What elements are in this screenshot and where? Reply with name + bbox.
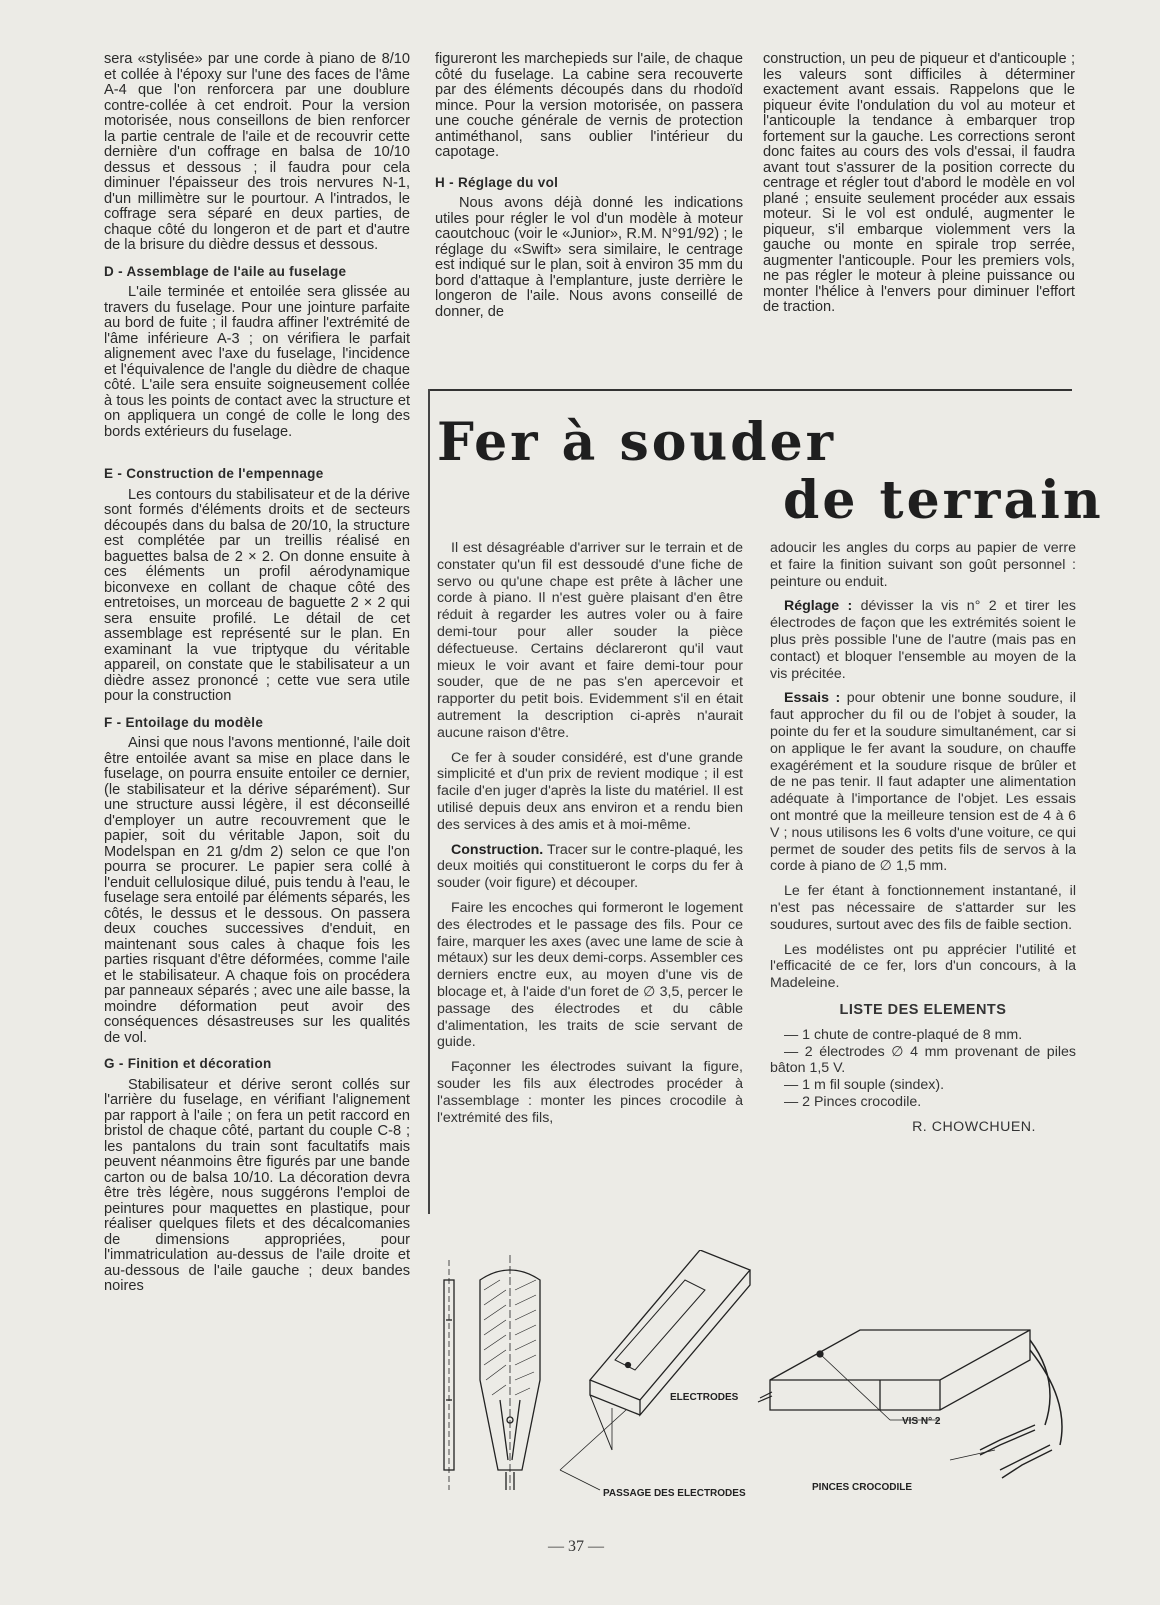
column-2 <box>435 52 743 320</box>
column-3 <box>763 52 1075 316</box>
section-heading-g: G - Finition et décoration <box>104 1056 272 1071</box>
paragraph <box>437 842 743 892</box>
paragraph: Faire les encoches qui formeront le logement des électrodes et le passage des fils. Pour ce faire, marquer les axes (avec une lame de scie à métaux) sur les deux demi-corps. Assembler ces derniers enctre eux, au moyen d'une vis de blocage et, à l'aide d'un foret de ∅ 3,5, percer le passage des électrodes et du câble d'alimentation, les traits de scie servant de guide. <box>437 899 743 1051</box>
section-heading-h: H - Réglage du vol <box>435 174 559 190</box>
paragraph: Ce fer à souder considéré, est d'une grande simplicité et d'un prix de revient modique ; il est facile d'en juger d'après la liste du matériel. Il est utilisé depuis deux ans environ et a rendu bien des services à des amis et à moi-même. <box>437 749 743 833</box>
list-item: — 1 chute de contre-plaqué de 8 mm. <box>784 1026 1023 1043</box>
paragraph: Le fer étant à fonctionnement instantané, il n'est pas nécessaire de s'attarder sur les soudures, surtout avec des fils de faible section. <box>770 883 1076 933</box>
label-passage-electrodes: PASSAGE DES ELECTRODES <box>603 1488 746 1499</box>
list-item: — 2 Pinces crocodile. <box>784 1093 922 1110</box>
paragraph: Stabilisateur et dérive seront collés sur l'arrière du fuselage, en vérifiant l'alignement par rapport à l'aile ; on fera un petit raccord en bristol de chaque côté, partant du couple C-8 ; les pantalons du train sont facultatifs mais peuvent néanmoins être figurés par une bande carton ou de balsa 10/10. La décoration devra être très légère, nous suggérons l'emploi de peintures pour maquettes en plastique, pour réaliser quelques filets et des décalcomanies de dimensions appropriées, pour l'immatriculation au-dessus de l'aile droite et au-dessous de l'aile gauche ; deux bandes noires <box>104 1076 410 1294</box>
reglage-label: Réglage : <box>784 598 853 615</box>
label-electrodes: ELECTRODES <box>670 1392 739 1403</box>
paragraph: adoucir les angles du corps au papier de verre et faire la finition suivant son goût personnel : peinture ou enduit. <box>770 540 1076 590</box>
paragraph: Il est désagréable d'arriver sur le terrain et de constater qu'un fil est dessoudé d'une fiche de servo ou qu'une chape est prête à lâcher une corde à piano. Il n'est guère plaisant d'en être réduit à regarder les autres voler ou à faire demi-tour pour aller souder la pièce défectueuse. Certains déclareront qu'il vaut mieux le voir avant et faire demi-tour pour souder, que de ne pas s'en apercevoir et rapporter du petit bois. Evidemment s'il en était autrement la description ci-après n'aurait aucune raison d'être. <box>437 540 743 741</box>
paragraph-text: dévisser la vis n° 2 et tirer les électrodes de façon que les extrémités soient le plus près possible l'une de l'autre (mais pas en contact) et bloquer l'ensemble au moyen de la vis précitée. <box>770 598 1076 682</box>
article-title-line-2: de terrain <box>783 470 1104 531</box>
horizontal-rule <box>430 389 1072 391</box>
article-column-1 <box>437 540 743 1134</box>
paragraph: Ainsi que nous l'avons mentionné, l'aile doit être entoilée avant sa mise en place dans le fuselage, on pourra ensuite entoiler ce dernier, (le stabilisateur et la dérive séparément). Sur une structure aussi légère, il est déconseillé d'employer un autre recouvrement que le papier, soit du véritable Japon, soit du Modelspan en 21 g/dm 2) selon ce que l'on pourra se procurer. Le papier sera collé à l'enduit cellulosique dilué, puis tendu à l'eau, le fuselage sera entoilé par éléments séparés, les côtés, le dessus et le dessous. On passera deux couches successives d'enduit, en maintenant sous cales à chaque fois les parties risquant d'être déformées, comme l'aile et le stabilisateur. A chaque fois on procédera par panneaux séparés ; avec une aile basse, la moindre déformation peut avoir des conséquences désastreuses sur les qualités de vol. <box>104 735 410 1046</box>
paragraph <box>770 598 1076 682</box>
essais-label: Essais : <box>784 690 841 707</box>
signature: R. CHOWCHUEN. <box>912 1118 1036 1135</box>
paragraph: sera «stylisée» par une corde à piano de 8/10 et collée à l'époxy sur l'une des faces de l'âme A-4 que l'on renforcera par une doublure contre-collée à cet endroit. Pour la version motorisée, nous conseillons de bien renforcer la partie centrale de l'aile et de recouvrir cette dernière d'un coffrage en balsa de 10/10 dessus et dessous ; il faudra pour cela diminuer l'épaisseur des trois nervures N-1, d'un millimètre sur le pourtour. A l'intrados, le coffrage sera séparé en deux parties, de chaque côté du longeron et de part et d'autre de la brisure du dièdre dessus et dessous. <box>104 51 410 253</box>
paragraph <box>770 690 1076 875</box>
list-item: — 2 électrodes ∅ 4 mm provenant de piles bâton 1,5 V. <box>770 1043 1076 1077</box>
liste-title: LISTE DES ELEMENTS <box>839 1001 1007 1018</box>
section-heading-d: D - Assemblage de l'aile au fuselage <box>104 263 347 279</box>
article-title-line-1: Fer à souder <box>437 412 837 473</box>
construction-label: Construction. <box>451 841 544 858</box>
article-column-2 <box>770 540 1076 1136</box>
paragraph-text: pour obtenir une bonne soudure, il faut approcher du fil ou de l'objet à souder, la pointe du fer et la soudure simultanément, car si on applique le fer avant la soudure, on chauffe exagérément et la soudure risque de brûler et de ne pas tenir. Il faut adapter une alimentation adéquate à l'importance de l'objet. Les essais ont montré que la meilleure tension est de 4 à 6 V ; nous utilisons les 6 volts d'une voiture, ce qui permet de souder des petits fils de servos à la corde à piano de ∅ 1,5 mm. <box>770 690 1076 875</box>
liste-elements <box>770 1027 1076 1111</box>
label-vis: VIS N° 2 <box>902 1416 941 1427</box>
column-1 <box>104 52 410 1295</box>
section-heading-f: F - Entoilage du modèle <box>104 714 264 730</box>
label-pinces-crocodile: PINCES CROCODILE <box>812 1482 913 1493</box>
paragraph: Façonner les électrodes suivant la figure, souder les fils aux électrodes procéder à l'assemblage : monter les pinces crocodile à l'extrémité des fils, <box>437 1059 743 1126</box>
paragraph: L'aile terminée et entoilée sera glissée au travers du fuselage. Pour une jointure parfaite au bord de fuite ; il faudra affiner l'extrémité de l'âme inférieure A-3 ; on vérifiera le parfait alignement avec l'axe du fuselage, l'incidence et l'équivalence de l'angle du dièdre de chaque côté. L'aile sera ensuite soigneusement collée à tous les points de contact avec la structure et on appliquera un congé de colle le long des bords extérieurs du fuselage. <box>104 284 410 440</box>
soldering-iron-illustration <box>440 1250 1080 1500</box>
paragraph: construction, un peu de piqueur et d'anticouple ; les valeurs sont difficiles à déterminer exactement avant essais. Rappelons que le piqueur évite l'ondulation du vol au moteur et l'anticouple la tendance à embarquer trop fortement sur la gauche. Les corrections seront donc faites au cours des vols d'essai, il faudra avant tout s'assurer de la position correcte du centrage et régler tout d'abord le modèle en vol plané ; ensuite seulement procéder aux essais moteur. Si le vol est ondulé, augmenter le piqueur, s'il embarque violemment vers la gauche ou monte en spirale trop serrée, augmenter l'anticouple. Pour les premiers vols, ne pas régler le moteur à pleine puissance ou monter l'hélice à l'envers pour diminuer l'effort de traction. <box>763 51 1075 315</box>
page-number: — 37 — <box>548 1538 604 1555</box>
paragraph: Les contours du stabilisateur et de la dérive sont formés d'éléments droits et de secteurs découpés dans du balsa de 20/10, la structure est complétée par un treillis réalisé en baguettes balsa de 2 × 2. On donne ensuite à ces éléments un profil aérodynamique biconvexe en collant de chaque côté des entretoises, un morceau de baguette 2 × 2 qui sera ensuite profilé. Le détail de cet assemblage est représenté sur le plan. En examinant la vue triptyque du véritable appareil, on constate que le stabilisateur a un dièdre assez prononcé ; cette vue sera utile pour la construction <box>104 486 410 704</box>
vertical-rule <box>428 389 430 1214</box>
paragraph-text: Tracer sur le contre-plaqué, les deux moitiés qui constitueront le corps du fer à souder (voir figure) et découper. <box>437 841 743 892</box>
paragraph: figureront les marchepieds sur l'aile, de chaque côté du fuselage. La cabine sera recouverte par des éléments découpés dans du rhodoïd mince. Pour la version motorisée, on passera une couche générale de vernis de protection antiméthanol, sans oublier l'intérieur du capotage. <box>435 51 743 160</box>
list-item: — 1 m fil souple (sindex). <box>784 1077 945 1094</box>
paragraph: Nous avons déjà donné les indications utiles pour régler le vol d'un modèle à moteur caoutchouc (voir le «Junior», R.M. N°91/92) ; le réglage du «Swift» sera similaire, le centrage est indiqué sur le plan, soit à environ 35 mm du bord d'attaque à l'emplanture, juste derrière le longeron de l'aile. Nous avons conseillé de donner, de <box>435 195 743 320</box>
paragraph: Les modélistes ont pu apprécier l'utilité et l'efficacité de ce fer, lors d'un concours, à la Madeleine. <box>770 941 1076 992</box>
section-heading-e: E - Construction de l'empennage <box>104 466 324 481</box>
